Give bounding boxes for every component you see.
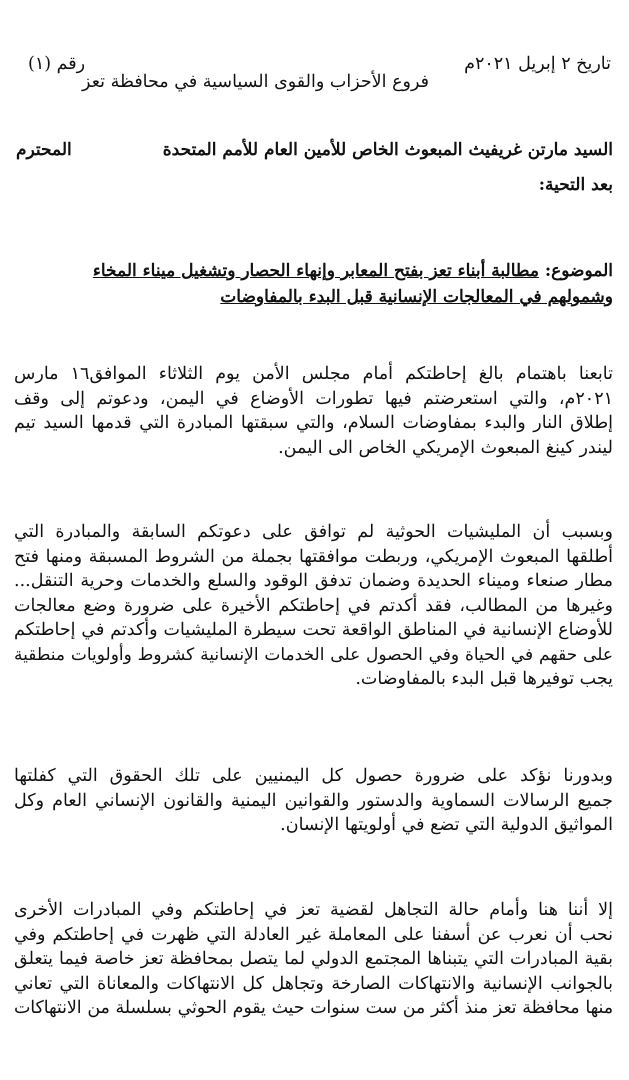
- letter-number: رقم (١): [28, 54, 86, 74]
- addressee: [16, 140, 613, 160]
- subject: [18, 258, 613, 310]
- paragraph-line: بقية المبادرات التي يتبناها المجتمع الدولي لما يتصل بمحافظة تعز خاصة فيما يتعلق: [14, 949, 613, 969]
- paragraph-line: ليندر كينغ المبعوث الإمريكي الخاص الى اليمن.: [278, 437, 613, 458]
- paragraph-line: يجب توفيرها قبل البدء بالمفاوضات.: [355, 669, 613, 689]
- greeting: بعد التحية:: [538, 175, 613, 195]
- paragraph-line: وبسبب أن المليشيات الحوثية لم توافق على دعوتكم السابقة والمبادرة التي: [14, 522, 613, 542]
- subject-text-2: وشمولهم في المعالجات الإنسانية قبل البدء بالمفاوضات: [220, 287, 613, 307]
- paragraph-1: [14, 362, 613, 460]
- paragraph-line: إطلاق النار والبدء بمفاوضات السلام، والتي سبقتها المبادرة التي قدمها السيد تيم: [14, 413, 613, 433]
- letter-date: تاريخ ٢ إبريل ٢٠٢١م: [464, 54, 611, 74]
- paragraph-line: منها محافظة تعز منذ أكثر من ست سنوات حيث يقوم الحوثي بسلسلة من الانتهاكات: [14, 998, 613, 1018]
- paragraph-line: أطلقها المبعوث الإمريكي، وربطت موافقتها بجملة من الشروط المسبقة ومنها فتح: [14, 546, 613, 567]
- paragraph-2: [14, 520, 613, 692]
- paragraph-line: إلا أننا هنا وأمام حالة التجاهل لقضية تعز في إحاطتكم وفي المبادرات الأخرى: [14, 900, 613, 920]
- paragraph-line: وبدورنا نؤكد على ضرورة حصول كل اليمنيين على تلك الحقوق التي كفلتها: [14, 766, 613, 786]
- addressee-honorific: المحترم: [16, 140, 72, 160]
- paragraph-4: [14, 898, 613, 1021]
- paragraph-line: المواثيق الدولية التي تضع في أولويتها الإنسان.: [280, 815, 613, 835]
- subject-line-1: [18, 258, 613, 284]
- paragraph-line: جميع الرسالات السماوية والدستور والقوانين اليمنية والقانون الإنساني العام وكل: [14, 790, 613, 811]
- letter-sender: فروع الأحزاب والقوى السياسية في محافظة تعز: [82, 72, 429, 92]
- paragraph-line: بالجوانب الإنسانية والانتهاكات الصارخة وتجاهل كل الانتهاكات والمعاناة التي تعاني: [14, 973, 613, 994]
- paragraph-line: مطار صنعاء وميناء الحديدة وضمان تدفق الوقود والسلع والخدمات وحرية التنقل...: [14, 571, 613, 591]
- paragraph-line: للأوضاع الإنسانية في المناطق الواقعة تحت سيطرة المليشيات وأكدتم في إحاطتكم: [14, 620, 613, 640]
- addressee-name: السيد مارتن غريفيث المبعوث الخاص للأمين العام للأمم المتحدة: [162, 140, 613, 160]
- subject-label: الموضوع:: [544, 261, 613, 281]
- paragraph-line: على حقهم في الحياة وفي الحصول على الخدمات الإنسانية كشروط وأولويات منطقية: [14, 644, 613, 665]
- paragraph-3: [14, 764, 613, 838]
- paragraph-line: وغيرها من المطالب، فقد أكدتم في إحاطتكم الأخيرة على ضرورة وضع معالجات: [14, 595, 613, 616]
- paragraph-line: ٢٠٢١م، والتي استعرضتم فيها تطورات الأوضاع في اليمن، ودعوتم إلى وقف: [14, 388, 613, 409]
- paragraph-line: نحب أن نعرب عن أسفنا على المعاملة غير العادلة التي ظهرت في إحاطتكم وفي: [14, 924, 613, 945]
- paragraph-line: تابعنا باهتمام بالغ إحاطتكم أمام مجلس الأمن يوم الثلاثاء الموافق١٦ مارس: [14, 364, 613, 384]
- subject-text-1: مطالبة أبناء تعز بفتح المعابر وإنهاء الحصار وتشغيل ميناء المخاء: [92, 261, 539, 281]
